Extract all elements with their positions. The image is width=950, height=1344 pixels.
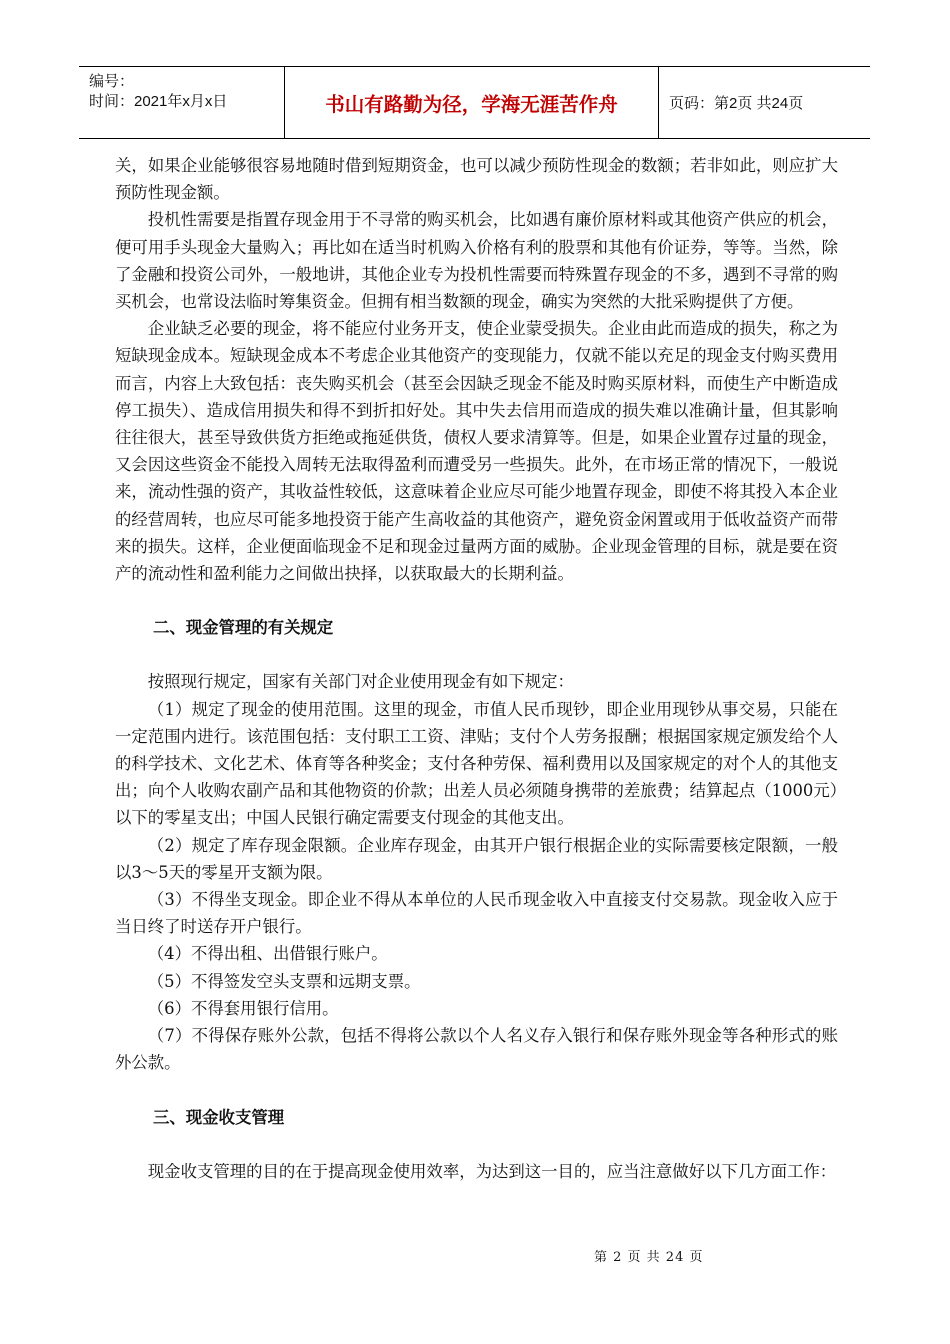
list-item: （2）规定了库存现金限额。企业库存现金，由其开户银行根据企业的实际需要核定限额，一般以3～5天的零星开支额为限。: [115, 835, 838, 882]
document-number: 编号：: [89, 73, 135, 90]
section-heading: 二、现金管理的有关规定: [153, 618, 334, 638]
list-item: （7）不得保存账外公款，包括不得将公款以个人名义存入银行和保存账外现金等各种形式的账外公款。: [115, 1026, 838, 1073]
paragraph: 投机性需要是指置存现金用于不寻常的购买机会，比如遇有廉价原材料或其他资产供应的机会，便可用手头现金大量购入；再比如在适当时机购入价格有利的股票和其他有价证券，等等。当然，除了金融和投资公司外，一般地讲，其他企业专为投机性需要而特殊置存现金的不多，遇到不寻常的购买机会，也常设法临时筹集资金。但拥有相当数额的现金，确实为突然的大批采购提供了方便。: [115, 210, 838, 312]
list-item: （3）不得坐支现金。即企业不得从本单位的人民币现金收入中直接支付交易款。现金收入应于当日终了时送存开户银行。: [115, 890, 838, 937]
document-date: 时间：2021年x月x日: [89, 93, 228, 110]
header-page-info: 页码：第2页 共24页: [669, 95, 804, 112]
paragraph: 按照现行规定，国家有关部门对企业使用现金有如下规定：: [147, 672, 574, 692]
list-item: （4）不得出租、出借银行账户。: [147, 944, 388, 964]
section-heading: 三、现金收支管理: [153, 1107, 285, 1127]
header-meta: [79, 67, 285, 138]
list-item: （1）规定了现金的使用范围。这里的现金，市值人民币现钞，即企业用现钞从事交易，只能在一定范围内进行。该范围包括：支付职工工资、津贴；支付个人劳务报酬；根据国家规定颁发给个人的科学技术、文化艺术、体育等各种奖金；支付各种劳保、福利费用以及国家规定的对个人的其他支出；向个人收购农副产品和其他物资的价款；出差人员必须随身携带的差旅费；结算起点（1000元）以下的零星支出；中国人民银行确定需要支付现金的其他支出。: [115, 699, 838, 828]
paragraph: 现金收支管理的目的在于提高现金使用效率，为达到这一目的，应当注意做好以下几方面工作：: [147, 1161, 837, 1181]
paragraph: 关，如果企业能够很容易地随时借到短期资金，也可以减少预防性现金的数额；若非如此，则应扩大预防性现金额。: [115, 156, 838, 203]
document-body: [115, 152, 838, 1185]
list-item: （6）不得套用银行信用。: [147, 998, 339, 1018]
header-motto: 书山有路勤为径，学海无涯苦作舟: [285, 67, 659, 138]
page-footer: 第 2 页 共 24 页: [594, 1250, 704, 1265]
page-header: [79, 66, 870, 139]
paragraph: 企业缺乏必要的现金，将不能应付业务开支，使企业蒙受损失。企业由此而造成的损失，称之为短缺现金成本。短缺现金成本不考虑企业其他资产的变现能力，仅就不能以充足的现金支付购买费用而言，内容上大致包括：丧失购买机会（甚至会因缺乏现金不能及时购买原材料，而使生产中断造成停工损失）、造成信用损失和得不到折扣好处。其中失去信用而造成的损失难以准确计量，但其影响往往很大，甚至导致供货方拒绝或拖延供货，债权人要求清算等。但是，如果企业置存过量的现金，又会因这些资金不能投入周转无法取得盈利而遭受另一些损失。此外，在市场正常的情况下，一般说来，流动性强的资产，其收益性较低，这意味着企业应尽可能少地置存现金，即使不将其投入本企业的经营周转，也应尽可能多地投资于能产生高收益的其他资产，避免资金闲置或用于低收益资产而带来的损失。这样，企业便面临现金不足和现金过量两方面的威胁。企业现金管理的目标，就是要在资产的流动性和盈利能力之间做出抉择，以获取最大的长期利益。: [115, 319, 838, 584]
list-item: （5）不得签发空头支票和远期支票。: [147, 971, 421, 991]
